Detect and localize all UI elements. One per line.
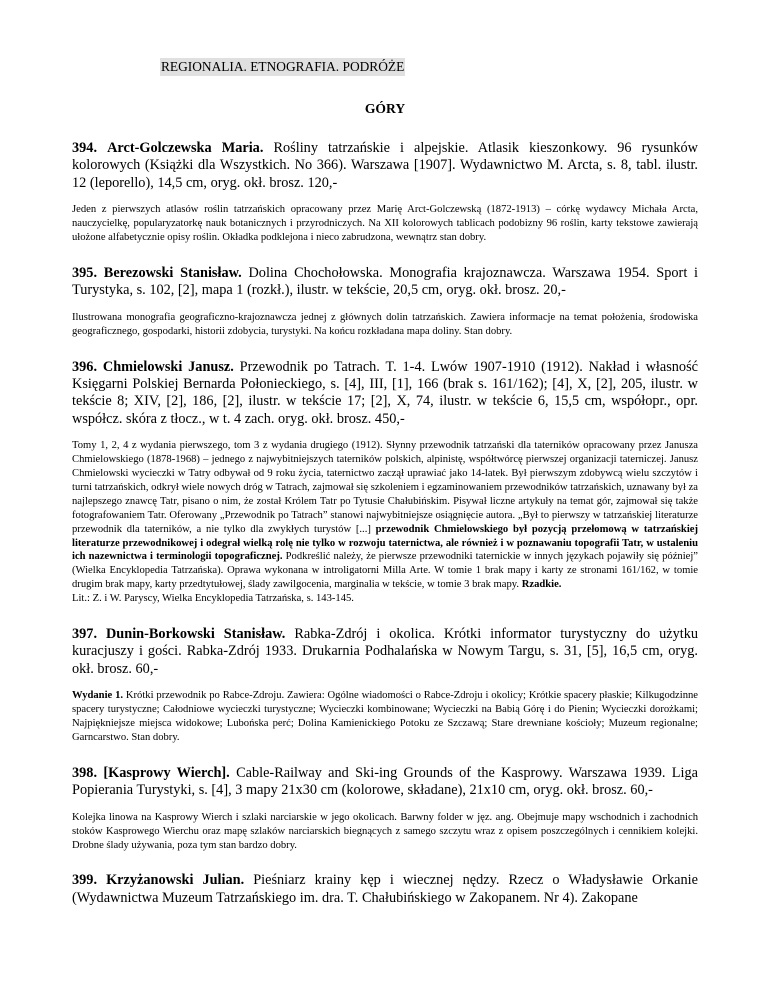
subsection-heading: GÓRY — [364, 101, 406, 116]
entry-author: Arct-Golczewska Maria. — [107, 140, 264, 156]
catalog-entry-395 — [72, 265, 698, 339]
description-text: Tomy 1, 2, 4 z wydania pierwszego, tom 3 z wydania drugiego (1912). Słynny przewodnik tatrzański dla taterników opracowany przez Janusza Chmielowskiego (1878-1968) – jednego z najwybitniejszych taterników polskich, alpinistę, współtwórcę pierwszej organizacji taterniczej. Janusz Chmielowski wycieczki w Tatry odbywał od 9 roku życia, taternictwo zaczął uprawiać jako 14-latek. Był pierwszym zdobywcą wielu szczytów i turni tatrzańskich, odkrył wiele nowych dróg w Tatrach, zajmował się szkoleniem i egzaminowaniem przewodników tatrzańskich, uznawany był za najlepszego znawcę Tatr, pisano o nim, że został Królem Tatr po Tytusie Chałubińskim. Pisywał liczne artykuły na temat gór, zajmował się także fotografowaniem Tatr. Oferowany „Przewodnik po Tatrach” stanowi najwybitniejsze osiągnięcie autora. „Był to pierwszy w tatrzańskiej literaturze przewodnik dla taterników, a nie tylko dla zwykłych turystów [...] — [72, 440, 698, 535]
entry-title: Przewodnik po Tatrach. T. 1-4. Lwów 1907-1910 (1912). Nakład i własność Księgarni Polskiej Bernarda Połonieckiego, s. [4], III, [1], 166 (brak s. 161/162); [4], X, [2], 205, ilustr. w tekście 8; XIV, [2], 186, [2], ilustr. w tekście 17; [2], X, 74, ilustr. w tekście 6, 15,5 cm, współopr., opr. współcz. skóra z tłocz., w t. 4 zach. oryg. okł. brosz. 450,- — [72, 358, 698, 427]
edition-label: Wydanie 1. — [72, 690, 124, 702]
rarity-note: Rzadkie. — [521, 579, 562, 591]
entry-description — [72, 439, 698, 592]
catalog-entry-396 — [72, 359, 698, 607]
entry-number: 394. — [72, 140, 98, 156]
entry-heading — [72, 872, 698, 907]
entry-author: Berezowski Stanisław. — [103, 264, 242, 281]
entry-heading — [72, 140, 698, 192]
entry-author: [Kasprowy Wierch]. — [103, 764, 230, 781]
literature-reference: Lit.: Z. i W. Paryscy, Wielka Encyklopedia Tatrzańska, s. 143-145. — [72, 593, 354, 605]
catalog-entry-398 — [72, 765, 698, 853]
entry-title: Cable-Railway and Ski-ing Grounds of the Kasprowy. Warszawa 1939. Liga Popierania Turystyki, s. [4], 3 mapy 21x30 cm (kolorowe, składane), 21x10 cm, oryg. okł. brosz. 60,- — [72, 764, 698, 799]
description-quote-bold: przewodnik Chmielowskiego był pozycją przełomową w tatrzańskiej literaturze przewodnikowej i odegrał wielką rolę nie tylko w rozwoju taternictwa, ale również i w poznawaniu topografii Tatr, w ustaleniu ich nazewnictwa i terminologii topograficznej. — [72, 523, 698, 563]
description-text: Krótki przewodnik po Rabce-Zdroju. Zawiera: Ogólne wiadomości o Rabce-Zdroju i okolicy; Krótkie spacery płaskie; Kilkugodzinne spacery turystyczne; Całodniowe wycieczki turystyczne; Wycieczki kombinowane; Wycieczki na Babią Górę i do Pienin; Wycieczki dorożkami; Najpiękniejsze miejsca widokowe; Lubońska perć; Dolina Kamienickiego Potoku ze Szczawą; Stare drewniane kościoły; Muzeum regionalne; Garncarstwo. Stan dobry. — [72, 690, 698, 743]
section-heading: REGIONALIA. ETNOGRAFIA. PODRÓŻE — [161, 59, 405, 74]
entry-author: Dunin-Borkowski Stanisław. — [105, 626, 286, 643]
entry-number: 397. — [72, 626, 98, 643]
entry-number: 399. — [72, 872, 98, 889]
entry-number: 398. — [72, 764, 98, 781]
description-text: Podkreślić należy, że pierwsze przewodniki taternickie w innych językach pojawiły się później” (Wielka Encyklopedia Tatrzańska). Oprawa wykonana w introligatorni Milla Arte. W tomie 1 brak mapy i karty ze stronami 161/162, w tomie drugim brak mapy, karty przedtytułowej, ślady zawilgocenia, marginalia w tekście, w tomie 3 brak mapy. — [72, 551, 698, 591]
entry-number: 396. — [72, 358, 98, 375]
catalog-entry-399 — [72, 872, 698, 907]
entry-title: Pieśniarz krainy kęp i wiecznej nędzy. Rzecz o Władysławie Orkanie (Wydawnictwa Muzeum Tatrzańskiego im. dra. T. Chałubińskiego w Zakopanem. Nr 4). Zakopane — [72, 872, 698, 906]
catalog-page — [72, 58, 698, 907]
entry-title: Rabka-Zdrój i okolica. Krótki informator turystyczny do użytku kuracjuszy i gości. Rabka-Zdrój 1933. Drukarnia Podhalańska w Nowym Targu, s. 31, [5], 16,5 cm, oryg. okł. brosz. 60,- — [72, 626, 698, 677]
entry-title: Dolina Chochołowska. Monografia krajoznawcza. Warszawa 1954. Sport i Turystyka, s. 102, [2], mapa 1 (rozkł.), ilustr. w tekście, 20,5 cm, oryg. okł. brosz. 20,- — [72, 264, 699, 299]
entry-author: Krzyżanowski Julian. — [106, 872, 245, 889]
entry-heading — [72, 626, 698, 678]
entry-author: Chmielowski Janusz. — [102, 358, 234, 375]
entry-description — [72, 689, 698, 745]
entry-description: Jeden z pierwszych atlasów roślin tatrzańskich opracowany przez Marię Arct-Golczewską (1872-1913) – córkę wydawcy Michała Arcta, nauczycielkę, popularyzatorkę nauk botanicznych i przyrodniczych. Na XII kolorowych tablicach podobizny 96 roślin, karty tekstowe zawierają ułożone alfabetycznie opisy roślin. Okładka podklejona i nieco zabrudzona, wewnątrz stan dobry. — [72, 204, 698, 244]
entry-heading — [72, 265, 698, 300]
entry-heading — [72, 359, 698, 429]
entry-description: Ilustrowana monografia geograficzno-krajoznawcza jednej z głównych dolin tatrzańskich. Zawiera informacje na temat położenia, środowiska geograficznego, gospodarki, historii zdobycia, turystyki. Na końcu rozkładana mapa doliny. Stan dobry. — [72, 311, 698, 337]
entry-number: 395. — [72, 264, 98, 281]
entry-title: Rośliny tatrzańskie i alpejskie. Atlasik kieszonkowy. 96 rysunków kolorowych (Książki dla Wszystkich. No 366). Warszawa [1907]. Wydawnictwo M. Arcta, s. 8, tabl. ilustr. 12 (leporello), 14,5 cm, oryg. okł. brosz. 120,- — [72, 140, 698, 191]
catalog-entry-394 — [72, 140, 698, 245]
catalog-entry-397 — [72, 626, 698, 745]
entry-description: Kolejka linowa na Kasprowy Wierch i szlaki narciarskie w jego okolicach. Barwny folder w jęz. ang. Obejmuje mapy wschodnich i zachodnich stoków Kasprowego Wierchu oraz mapę szlaków narciarskich biegnących z samego szczytu wraz z opisem poszczególnych i cennikiem kolejki. Drobne ślady używania, poza tym stan bardzo dobry. — [72, 811, 698, 851]
entry-heading — [72, 765, 698, 800]
